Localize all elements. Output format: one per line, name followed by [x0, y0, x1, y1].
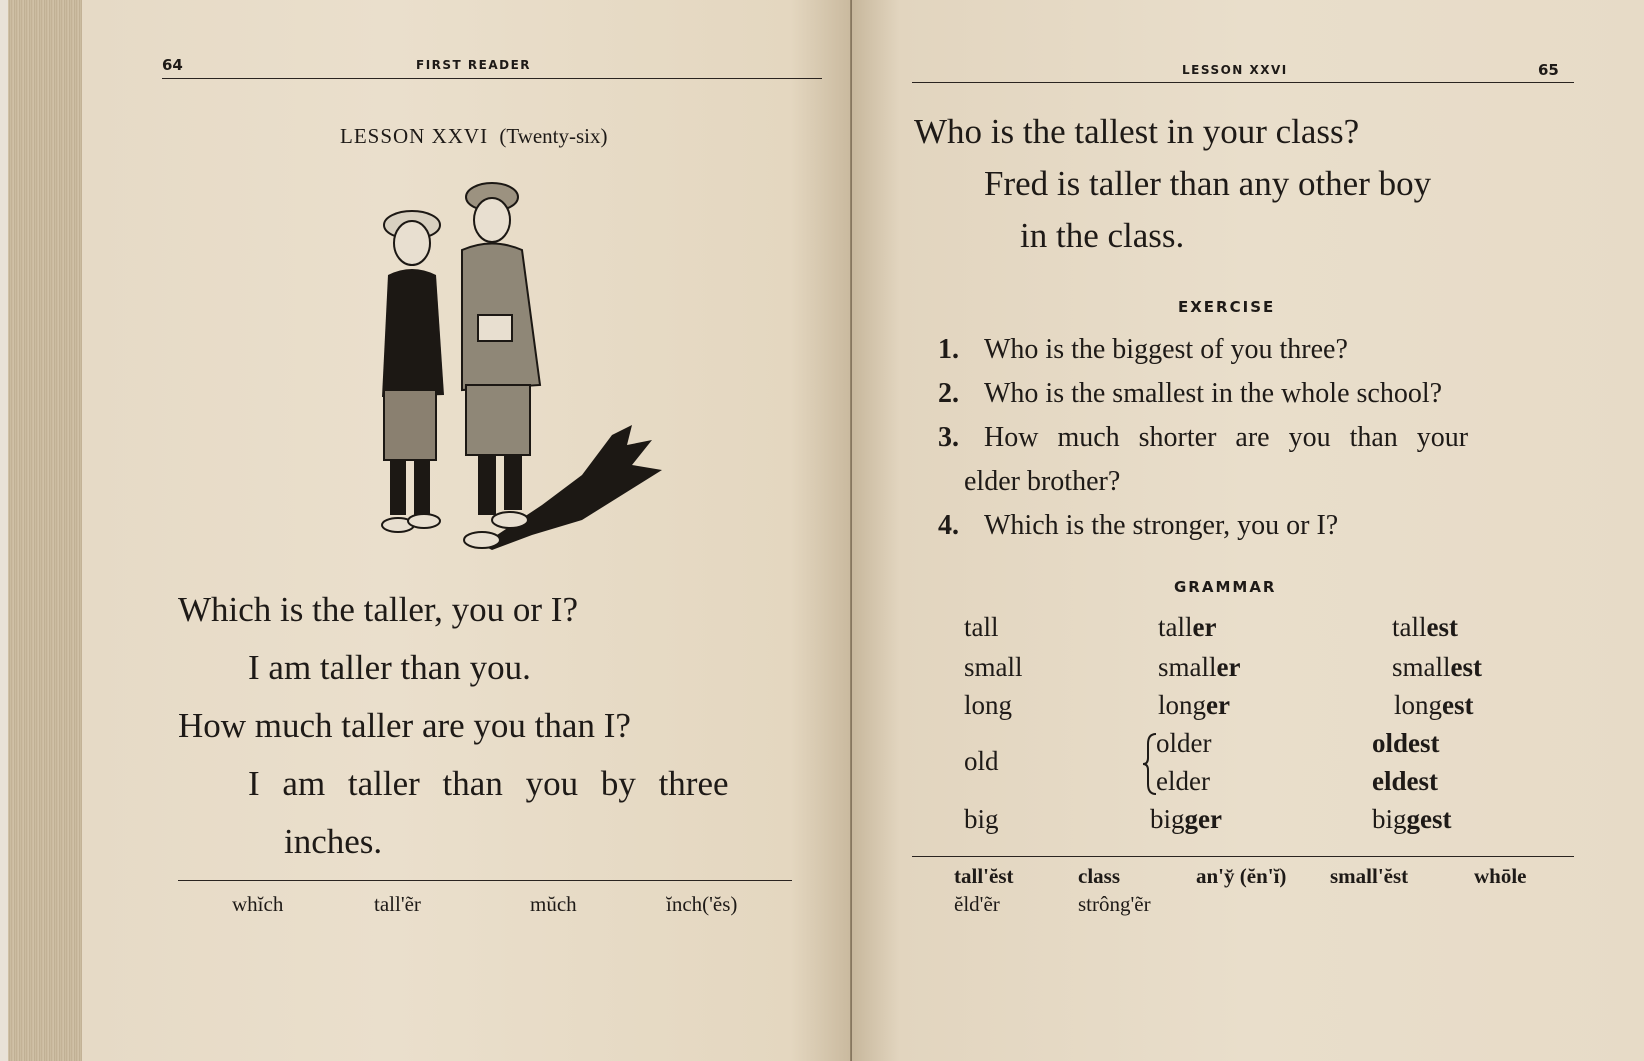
suffix: est — [1450, 652, 1482, 682]
vocab-word: mŭch — [530, 892, 577, 916]
stem: tall — [1158, 612, 1193, 642]
suffix: er — [1206, 690, 1230, 720]
grammar-superlative-big — [1372, 804, 1452, 835]
exercise-item-2 — [938, 378, 1442, 410]
left-header-rule — [162, 78, 822, 79]
exercise-number: 4. — [938, 510, 959, 541]
right-header-rule — [912, 82, 1574, 83]
stem: tall — [1392, 612, 1427, 642]
vocab-word: ĭnch('ĕs) — [666, 892, 738, 916]
right-page-number: 65 — [1538, 61, 1559, 79]
right-page — [852, 0, 1644, 1061]
stem: small — [1158, 652, 1217, 682]
grammar-positive-big: big — [964, 804, 999, 834]
vocab-word: tall'ẽr — [374, 892, 421, 916]
grammar-positive: small — [964, 652, 1023, 682]
dialogue-line-2: I am taller than you. — [248, 648, 531, 687]
dialogue-line-4: I am taller than you by three — [248, 764, 729, 803]
grammar-positive: tall — [964, 612, 999, 642]
grammar-positive-old: old — [964, 746, 999, 776]
exercise-number: 1. — [938, 334, 959, 365]
exercise-item-3 — [938, 422, 1574, 454]
vocab-word: whĭch — [232, 892, 284, 916]
left-running-head: FIRST READER — [416, 58, 532, 72]
right-dialogue-line-3: in the class. — [1020, 216, 1185, 255]
grammar-comparative-big — [1150, 804, 1222, 835]
suffix: er — [1216, 652, 1241, 682]
right-vocab-rule — [912, 856, 1574, 857]
two-boys-illustration — [332, 175, 672, 585]
lesson-title — [340, 124, 608, 149]
grammar-superlative-eldest: eldest — [1372, 766, 1438, 796]
grammar-heading: GRAMMAR — [1174, 578, 1277, 596]
grammar-comparative — [1158, 690, 1230, 721]
exercise-item-1 — [938, 334, 1348, 366]
suffix: gest — [1406, 804, 1452, 834]
grammar-comparative — [1158, 612, 1216, 643]
stem: big — [1150, 804, 1185, 834]
lesson-title-text: LESSON XXVI — [340, 124, 489, 148]
exercise-heading: EXERCISE — [1178, 298, 1276, 316]
grammar-superlative — [1394, 690, 1474, 721]
left-page — [82, 0, 852, 1061]
right-running-head: LESSON XXVI — [1182, 63, 1288, 77]
page-edges — [0, 0, 83, 1061]
vocab-word: ĕld'ẽr — [954, 892, 1000, 916]
suffix: ger — [1184, 804, 1222, 834]
short-boy-figure — [382, 211, 444, 532]
left-vocab-rule — [178, 880, 792, 881]
suffix: er — [1192, 612, 1217, 642]
vocab-word: strông'ẽr — [1078, 892, 1151, 916]
exercise-text: Who is the biggest of you three? — [984, 334, 1348, 365]
exercise-number: 3. — [938, 422, 959, 453]
stem: small — [1392, 652, 1451, 682]
stem: long — [1394, 690, 1443, 720]
suffix: est — [1426, 612, 1458, 642]
exercise-number: 2. — [938, 378, 959, 409]
exercise-text: Which is the stronger, you or I? — [984, 510, 1339, 541]
vocab-word: tall'ĕst — [954, 864, 1014, 888]
right-dialogue-line-1: Who is the tallest in your class? — [914, 112, 1360, 151]
grammar-positive: long — [964, 690, 1013, 720]
lesson-subtitle: (Twenty-six) — [499, 124, 608, 148]
grammar-superlative-oldest: oldest — [1372, 728, 1440, 758]
grammar-comparative-elder: elder — [1156, 766, 1210, 796]
exercise-text: How much shorter are you than your — [984, 422, 1469, 453]
right-dialogue-line-2: Fred is taller than any other boy — [984, 164, 1432, 203]
grammar-comparative — [1158, 652, 1240, 683]
grammar-superlative — [1392, 612, 1458, 643]
exercise-item-4 — [938, 510, 1338, 542]
left-page-number: 64 — [162, 56, 183, 74]
exercise-item-3-continued: elder brother? — [964, 466, 1121, 497]
dialogue-line-5: inches. — [284, 822, 383, 861]
vocab-word: whōle — [1474, 864, 1527, 888]
stem: long — [1158, 690, 1207, 720]
vocab-word: small'ĕst — [1330, 864, 1409, 888]
vocab-word: an'y̆ (ĕn'ĭ) — [1196, 864, 1287, 888]
exercise-text: Who is the smallest in the whole school? — [984, 378, 1443, 409]
grammar-comparative-older: older — [1156, 728, 1212, 758]
vocab-word: class — [1078, 864, 1120, 888]
tall-boy-figure — [462, 183, 540, 548]
grammar-superlative — [1392, 652, 1482, 683]
suffix: est — [1442, 690, 1474, 720]
dialogue-line-1: Which is the taller, you or I? — [178, 590, 578, 629]
dialogue-line-3: How much taller are you than I? — [178, 706, 631, 745]
stem: big — [1372, 804, 1407, 834]
